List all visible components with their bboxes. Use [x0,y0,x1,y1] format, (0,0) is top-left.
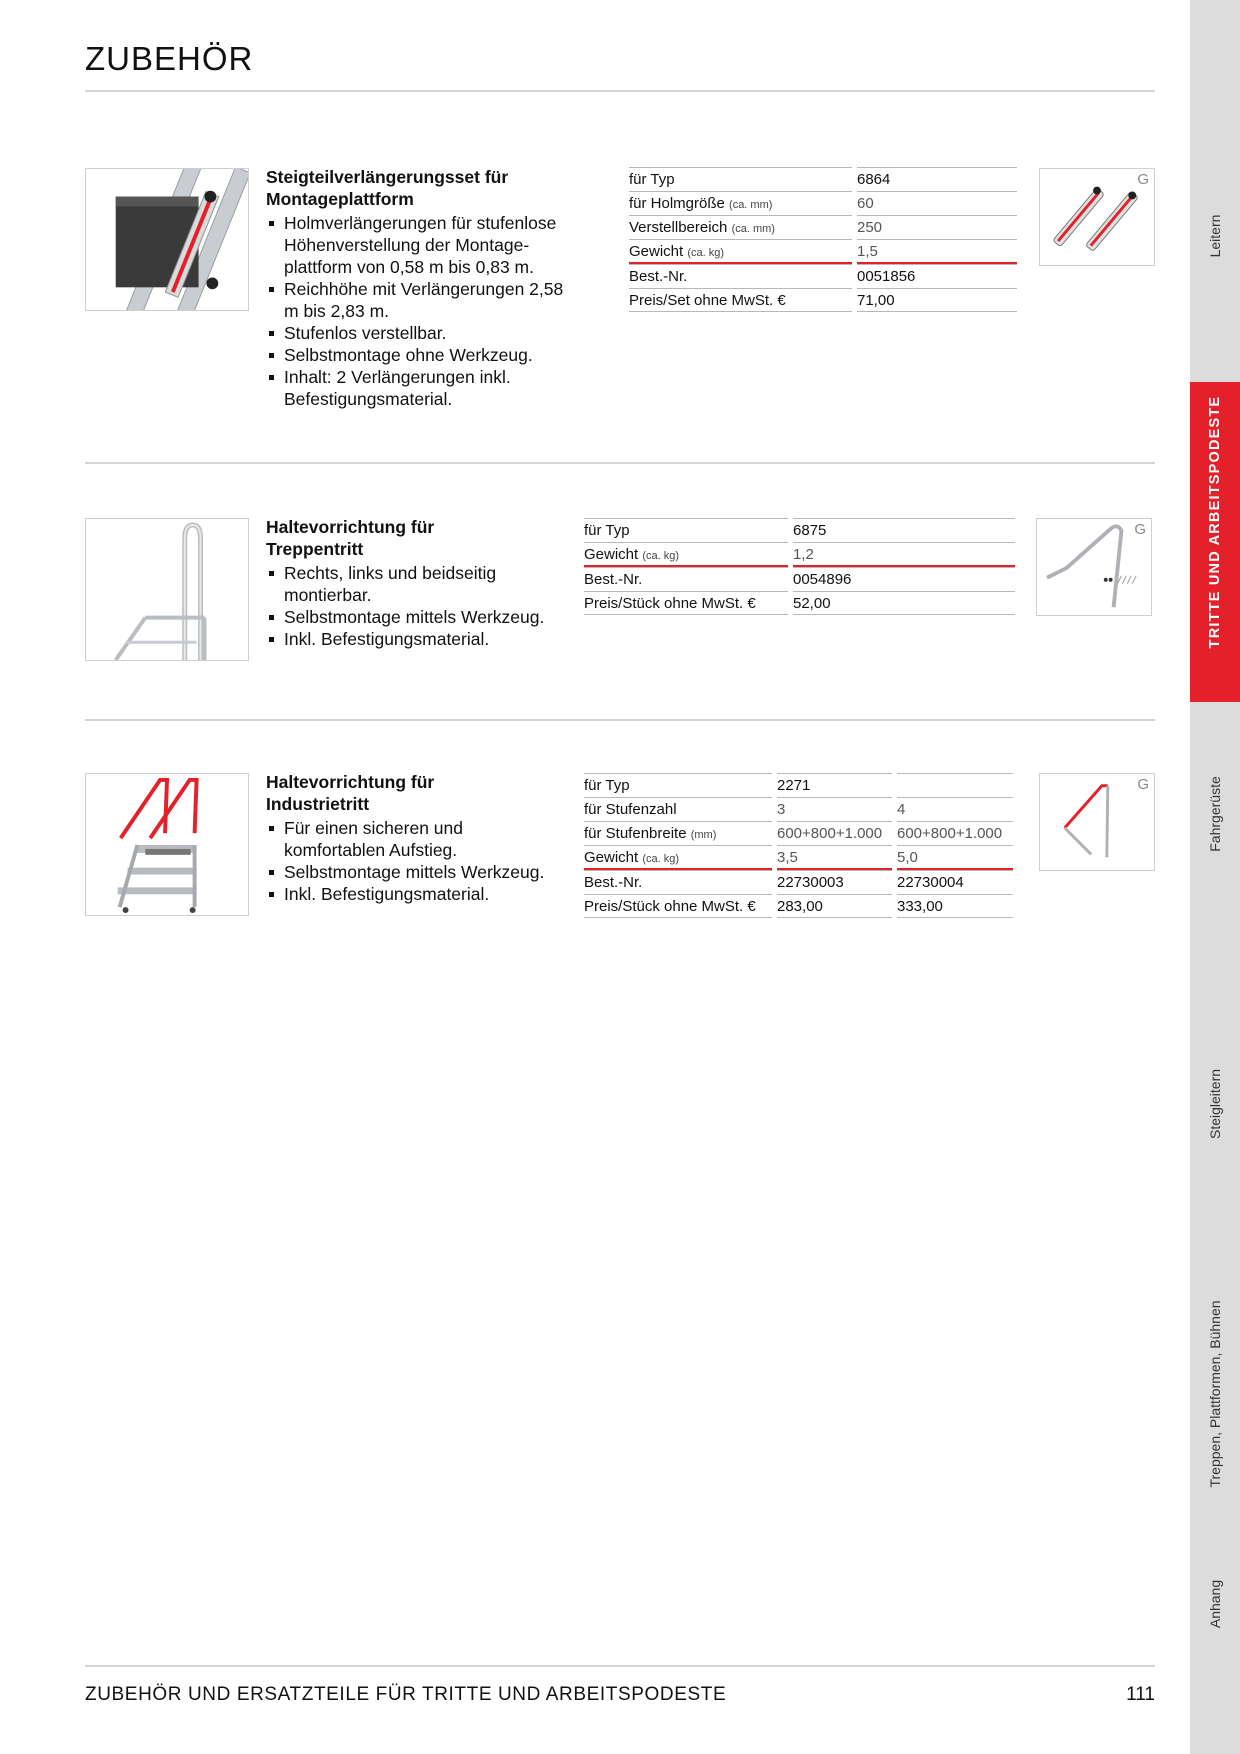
spec-row [629,264,1017,288]
section-divider [85,719,1155,721]
page-number: 111 [1126,1684,1155,1705]
product-description [266,166,576,410]
spec-row-weight [629,239,1017,264]
spec-label: für Stufenbreite (mm) [584,821,772,845]
spec-row [584,821,1013,845]
feature-item: Reichhöhe mit Verlängerungen 2,58 m bis 2,83 m. [266,278,576,322]
spec-label: für Typ [629,167,852,191]
sidebar-tab-label: Anhang [1207,1579,1223,1629]
spec-value: 0051856 [857,264,1017,288]
spec-unit: (ca. mm) [731,223,775,235]
sidebar-tab-label: Steigleitern [1207,1068,1223,1140]
spec-value: 52,00 [793,591,1015,615]
spec-unit: (ca. kg) [642,550,680,562]
footer-divider [85,1665,1155,1667]
spec-label: Gewicht (ca. kg) [584,542,788,567]
warranty-badge: G [1137,171,1149,188]
product-title: Steigteilverlängerungsset für Montageplattform [266,167,509,209]
spec-row-weight [584,542,1015,567]
page-title: ZUBEHÖR [85,40,254,77]
spec-value: 3 [777,797,892,821]
feature-item: Selbstmontage mittels Werkzeug. [266,861,576,883]
sidebar-tab-label: Treppen, Plattformen, Bühnen [1207,1300,1223,1488]
spec-row [584,773,1013,797]
spec-label: für Stufenzahl [584,797,772,821]
spec-label: Gewicht (ca. kg) [629,239,852,264]
feature-list [266,562,576,650]
spec-value: 600+800+1.000 [897,821,1013,845]
spec-row [584,894,1013,918]
spec-value: 0054896 [793,567,1015,591]
spec-value: 2271 [777,773,892,797]
spec-label: Verstellbereich (ca. mm) [629,215,852,239]
spec-value: 4 [897,797,1013,821]
spec-value [897,773,1013,797]
spec-value: 6864 [857,167,1017,191]
spec-row-weight [584,845,1013,870]
spec-value: 22730003 [777,870,892,894]
sidebar-tab-label: TRITTE UND ARBEITSPODESTE [1207,395,1223,649]
product-title: Haltevorrichtung für Treppentritt [266,517,435,559]
spec-label: Preis/Stück ohne MwSt. € [584,894,772,918]
spec-label: für Typ [584,518,788,542]
spec-label: Preis/Stück ohne MwSt. € [584,591,788,615]
spec-value: 6875 [793,518,1015,542]
spec-unit: (ca. kg) [687,247,725,259]
feature-item: Für einen sicheren und komfortablen Aufstieg. [266,817,496,861]
sidebar-tab-treppen[interactable] [1190,1262,1240,1562]
spec-row [584,870,1013,894]
feature-item: Holmverlängerungen für stufenlose Höhenverstellung der Montage-plattform von 0,58 m bis 0,83 m. [266,212,576,278]
feature-item: Rechts, links und beidseitig montierbar. [266,562,576,606]
feature-item: Inhalt: 2 Verlängerungen inkl. Befestigungsmaterial. [266,366,576,410]
spec-row [629,215,1017,239]
spec-unit: (ca. mm) [729,199,773,211]
spec-label: Gewicht (ca. kg) [584,845,772,870]
spec-unit: (mm) [690,829,717,841]
header-divider [85,90,1155,92]
product-icon-treppentritt [1036,518,1152,616]
spec-label: Best.-Nr. [629,264,852,288]
spec-unit: (ca. kg) [642,853,680,865]
feature-item: Selbstmontage ohne Werkzeug. [266,344,576,366]
spec-row [629,288,1017,312]
spec-table [579,518,1020,615]
spec-value: 600+800+1.000 [777,821,892,845]
feature-item: Stufenlos verstellbar. [266,322,576,344]
spec-row [629,167,1017,191]
sidebar-tab-label: Leitern [1207,214,1223,258]
spec-value: 283,00 [777,894,892,918]
section-divider [85,462,1155,464]
feature-item: Inkl. Befestigungsmaterial. [266,628,576,650]
warranty-badge: G [1134,521,1146,538]
footer-title: ZUBEHÖR UND ERSATZTEILE FÜR TRITTE UND ARBEITSPODESTE [85,1684,727,1705]
product-image-steigteil [85,168,249,311]
spec-value: 60 [857,191,1017,215]
spec-label: Best.-Nr. [584,870,772,894]
spec-label: für Typ [584,773,772,797]
spec-row [584,567,1015,591]
sidebar-tab-steigleitern[interactable] [1190,1002,1240,1262]
spec-value: 1,5 [857,239,1017,264]
product-image-treppentritt [85,518,249,661]
spec-table [579,773,1018,918]
feature-item: Inkl. Befestigungsmaterial. [266,883,576,905]
product-icon-steigteil [1039,168,1155,266]
spec-row [584,518,1015,542]
spec-row [584,591,1015,615]
spec-row [629,191,1017,215]
spec-value: 3,5 [777,845,892,870]
product-icon-industrietritt [1039,773,1155,871]
feature-list [266,817,576,905]
spec-label: für Holmgröße (ca. mm) [629,191,852,215]
product-description [266,516,576,650]
product-title: Haltevorrichtung für Industrietritt [266,772,435,814]
spec-label: Best.-Nr. [584,567,788,591]
chapter-sidebar [1190,0,1240,1754]
product-image-industrietritt [85,773,249,916]
sidebar-tab-anhang[interactable] [1190,1562,1240,1754]
spec-table [624,167,1022,312]
spec-value: 1,2 [793,542,1015,567]
sidebar-tab-label: Fahrgerüste [1207,776,1223,852]
spec-value: 22730004 [897,870,1013,894]
product-description [266,771,576,905]
feature-list [266,212,576,410]
spec-row [584,797,1013,821]
sidebar-tab-leitern[interactable] [1190,0,1240,380]
sidebar-tab-fahrgerueste[interactable] [1190,702,1240,1002]
warranty-badge: G [1137,776,1149,793]
spec-value: 333,00 [897,894,1013,918]
feature-item: Selbstmontage mittels Werkzeug. [266,606,576,628]
sidebar-tab-tritte[interactable] [1190,382,1240,702]
spec-label: Preis/Set ohne MwSt. € [629,288,852,312]
spec-value: 71,00 [857,288,1017,312]
spec-value: 250 [857,215,1017,239]
spec-value: 5,0 [897,845,1013,870]
